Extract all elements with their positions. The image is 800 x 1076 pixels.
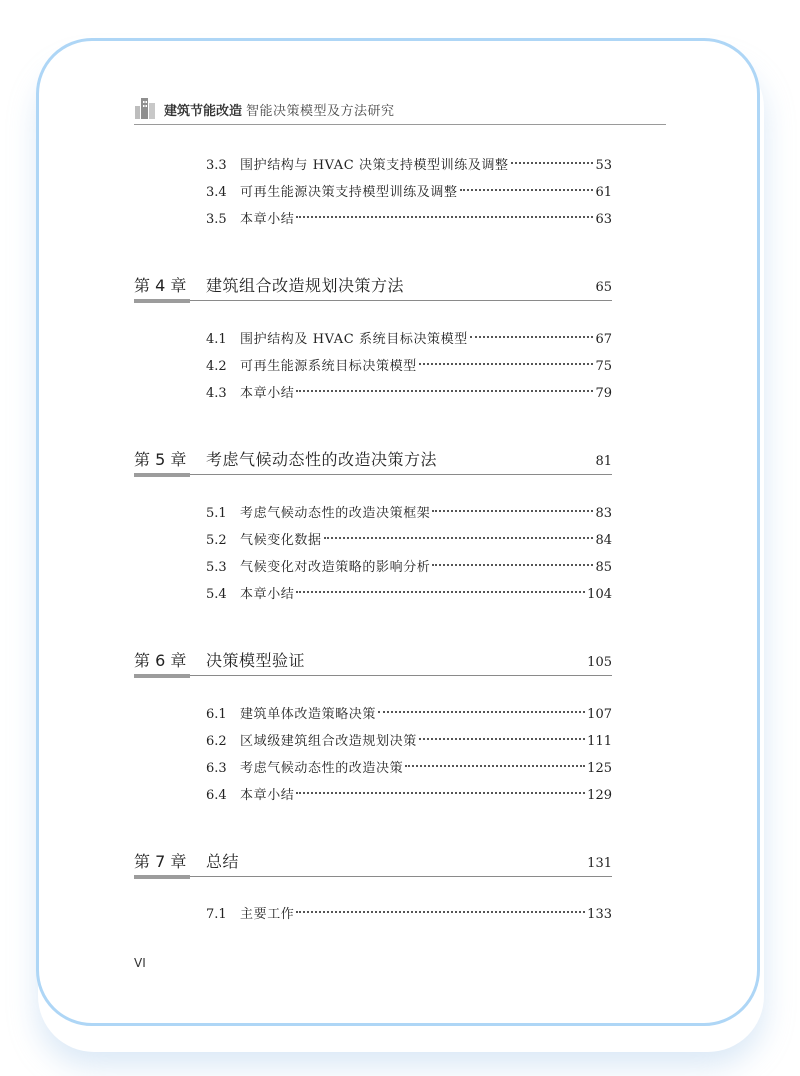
section-number: 3.5 <box>206 212 227 227</box>
section-title: 围护结构与 HVAC 决策支持模型训练及调整 <box>240 158 509 173</box>
page-number: 104 <box>587 587 612 602</box>
toc-entry[interactable] <box>206 357 612 377</box>
toc-entry[interactable] <box>206 705 612 725</box>
section-number: 6.4 <box>206 788 227 803</box>
dot-leader <box>432 510 593 512</box>
page-number: 75 <box>595 359 612 374</box>
chapter-title: 决策模型验证 <box>206 651 306 670</box>
toc-entry[interactable] <box>206 759 612 779</box>
dot-leader <box>296 216 593 218</box>
page-number: 79 <box>595 386 612 401</box>
toc-entry[interactable] <box>206 210 612 230</box>
section-title: 本章小结 <box>240 212 295 227</box>
chapter-heading[interactable] <box>134 850 612 877</box>
chapter-page: 65 <box>595 280 612 295</box>
toc-entry[interactable] <box>206 330 612 350</box>
dot-leader <box>511 162 594 164</box>
section-number: 4.3 <box>206 386 227 401</box>
section-title: 主要工作 <box>240 907 295 922</box>
chapter-page: 131 <box>587 856 612 871</box>
section-title: 本章小结 <box>240 587 295 602</box>
dot-leader <box>324 537 594 539</box>
page-number: 84 <box>595 533 612 548</box>
dot-leader <box>419 738 585 740</box>
header-title-bold: 建筑节能改造 <box>164 104 243 119</box>
section-number: 5.3 <box>206 560 227 575</box>
section-title: 本章小结 <box>240 386 295 401</box>
toc-entry[interactable] <box>206 558 612 578</box>
dot-leader <box>432 564 593 566</box>
page-number: 83 <box>595 506 612 521</box>
section-title: 气候变化数据 <box>240 533 322 548</box>
dot-leader <box>460 189 594 191</box>
dot-leader <box>378 711 585 713</box>
dot-leader <box>296 911 585 913</box>
chapter-heading[interactable] <box>134 448 612 475</box>
chapter-title: 建筑组合改造规划决策方法 <box>206 276 405 295</box>
page-number: 67 <box>595 332 612 347</box>
toc-entry[interactable] <box>206 156 612 176</box>
section-title: 本章小结 <box>240 788 295 803</box>
dot-leader <box>296 591 585 593</box>
section-title: 建筑单体改造策略决策 <box>240 707 377 722</box>
page-number: 125 <box>587 761 612 776</box>
page-number: 85 <box>595 560 612 575</box>
section-title: 可再生能源系统目标决策模型 <box>240 359 417 374</box>
chapter-heading[interactable] <box>134 274 612 301</box>
section-title: 气候变化对改造策略的影响分析 <box>240 560 431 575</box>
chapter-page: 105 <box>587 655 612 670</box>
page-number: 129 <box>587 788 612 803</box>
chapter-page: 81 <box>595 454 612 469</box>
section-title: 考虑气候动态性的改造决策框架 <box>240 506 431 521</box>
page-number: 53 <box>595 158 612 173</box>
building-icon <box>134 96 156 120</box>
section-number: 6.2 <box>206 734 227 749</box>
dot-leader <box>296 390 593 392</box>
dot-leader <box>405 765 585 767</box>
section-number: 3.4 <box>206 185 227 200</box>
chapter-label: 第 6 章 <box>134 648 194 675</box>
running-header <box>134 96 666 125</box>
section-title: 可再生能源决策支持模型训练及调整 <box>240 185 458 200</box>
section-number: 5.1 <box>206 506 227 521</box>
page-folio: VI <box>134 956 146 970</box>
toc-entry[interactable] <box>206 585 612 605</box>
chapter-title: 考虑气候动态性的改造决策方法 <box>206 450 438 469</box>
page-number: 63 <box>595 212 612 227</box>
section-number: 7.1 <box>206 907 227 922</box>
toc-entry[interactable] <box>206 732 612 752</box>
page-number: 61 <box>595 185 612 200</box>
section-title: 围护结构及 HVAC 系统目标决策模型 <box>240 332 468 347</box>
toc-entry[interactable] <box>206 384 612 404</box>
toc-entry[interactable] <box>206 183 612 203</box>
page-number: 111 <box>587 734 612 749</box>
section-number: 5.2 <box>206 533 227 548</box>
chapter-label: 第 5 章 <box>134 447 194 474</box>
section-number: 3.3 <box>206 158 227 173</box>
section-number: 6.3 <box>206 761 227 776</box>
toc-entry[interactable] <box>206 531 612 551</box>
section-title: 区域级建筑组合改造规划决策 <box>240 734 417 749</box>
section-number: 4.1 <box>206 332 227 347</box>
dot-leader <box>296 792 585 794</box>
chapter-label: 第 4 章 <box>134 273 194 300</box>
dot-leader <box>470 336 594 338</box>
toc-entry[interactable] <box>206 504 612 524</box>
section-number: 5.4 <box>206 587 227 602</box>
chapter-heading[interactable] <box>134 649 612 676</box>
section-title: 考虑气候动态性的改造决策 <box>240 761 404 776</box>
page-number: 107 <box>587 707 612 722</box>
chapter-label: 第 7 章 <box>134 849 194 876</box>
header-title-rest: 智能决策模型及方法研究 <box>246 104 395 119</box>
section-number: 4.2 <box>206 359 227 374</box>
toc-entry[interactable] <box>206 905 612 925</box>
page-number: 133 <box>587 907 612 922</box>
chapter-title: 总结 <box>206 852 240 871</box>
dot-leader <box>419 363 594 365</box>
toc-entry[interactable] <box>206 786 612 806</box>
section-number: 6.1 <box>206 707 227 722</box>
